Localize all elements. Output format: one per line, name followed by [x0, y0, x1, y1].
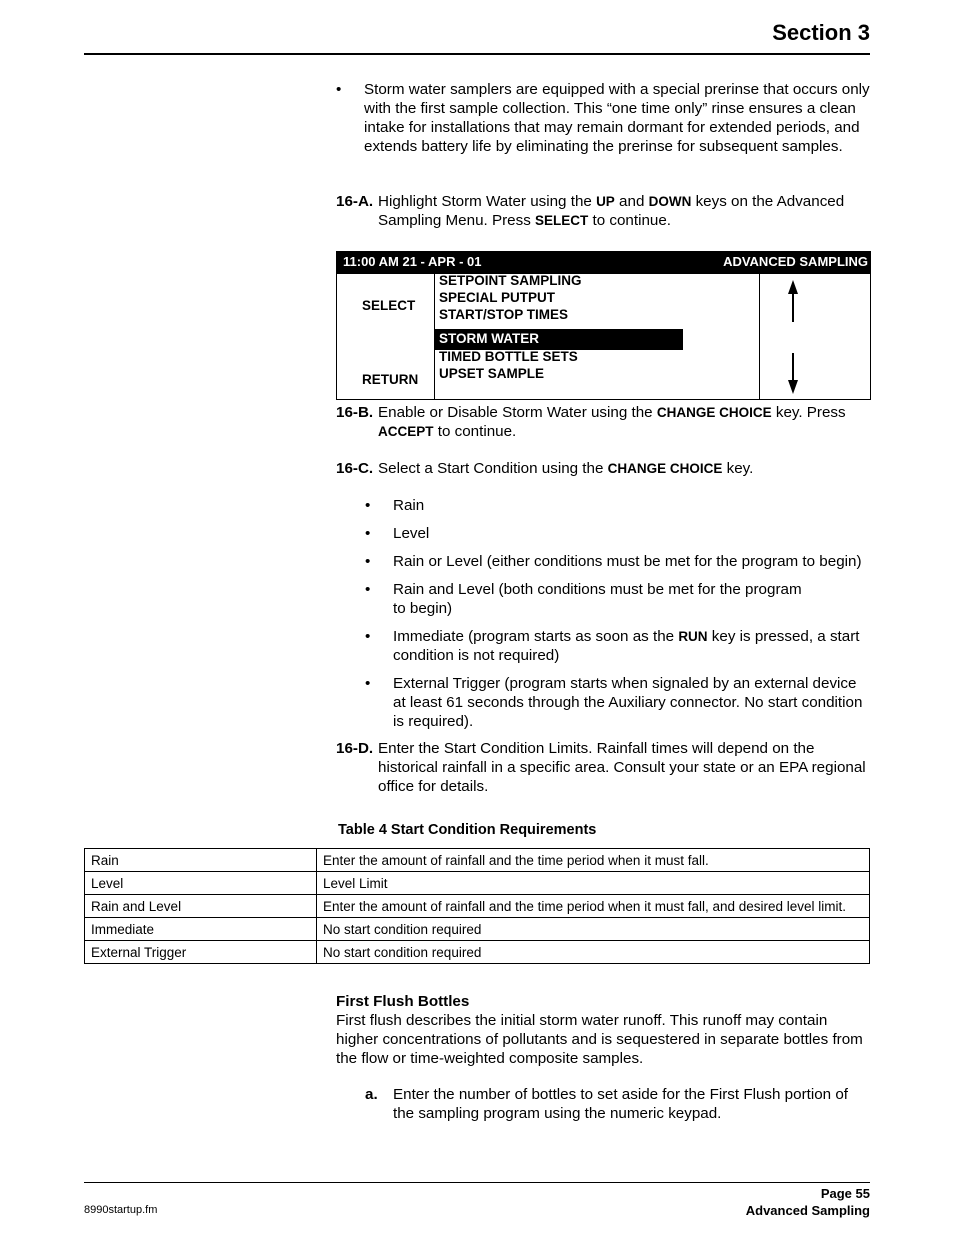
step-text: Highlight Storm Water using the UP and DOWN keys on the Advanced Sampling Menu. Press SELECT to continue.: [378, 193, 845, 229]
key-up: UP: [596, 194, 615, 209]
table-cell: No start condition required: [317, 941, 870, 964]
key-down: DOWN: [648, 194, 692, 209]
condition-text: Immediate (program starts as soon as the RUN key is pressed, a start condition is not required): [393, 628, 860, 664]
screen-divider-right: [759, 274, 760, 400]
menu-item-storm-water[interactable]: [434, 329, 683, 350]
page-number: Page 55: [820, 1186, 870, 1201]
table-cell: Level: [85, 872, 317, 895]
table-cell: No start condition required: [317, 918, 870, 941]
step-number: 16-C.: [336, 460, 374, 477]
step-number: 16-A.: [336, 193, 374, 210]
first-flush-text: First flush describes the initial storm water runoff. This runoff may contain higher concentrations of pollutants and is sequestered in separate bottles from the flow or time-weighted composite samples.: [336, 1012, 863, 1067]
step-text: Enter the Start Condition Limits. Rainfall times will depend on the historical rainfall in a specific area. Consult your state or an EPA regional office for details.: [378, 740, 866, 795]
chapter-name: Advanced Sampling: [745, 1203, 870, 1218]
key-change-choice: CHANGE CHOICE: [656, 405, 772, 420]
intro-bullet-text: Storm water samplers are equipped with a special prerinse that occurs only with the first sample collection. This “one time only” rinse ensures a clean intake for installations that may remain dormant for extended periods, and extends battery life by eliminating the prerinse for subsequent samples.: [364, 81, 870, 155]
menu-item-setpoint-sampling[interactable]: SETPOINT SAMPLING: [439, 273, 582, 288]
condition-text: Rain and Level (both conditions must be met for the program to begin): [393, 581, 802, 617]
key-run: RUN: [678, 629, 708, 644]
footer-rule: [84, 1182, 870, 1183]
table-caption: Table 4 Start Condition Requirements: [338, 822, 597, 838]
table-row: [85, 918, 870, 941]
table-cell: Level Limit: [317, 872, 870, 895]
condition-text: Rain: [393, 497, 425, 514]
screen-header: [337, 252, 870, 274]
bullet-dot: •: [365, 675, 371, 692]
table-cell: Rain and Level: [85, 895, 317, 918]
key-accept: ACCEPT: [378, 424, 434, 439]
table-cell: Enter the amount of rainfall and the time period when it must fall, and desired level limit.: [317, 895, 870, 918]
menu-item-upset-sample[interactable]: UPSET SAMPLE: [439, 366, 545, 381]
condition-text: Level: [393, 525, 430, 542]
condition-text: External Trigger (program starts when signaled by an external device at least 61 seconds through the Auxiliary connector. No start condition is required).: [393, 675, 863, 730]
condition-text: Rain or Level (either conditions must be met for the program to begin): [393, 553, 862, 570]
menu-item-start-stop-times[interactable]: START/STOP TIMES: [439, 307, 569, 322]
menu-item-special-output[interactable]: SPECIAL PUTPUT: [439, 290, 556, 305]
table-cell: Rain: [85, 849, 317, 872]
key-change-choice: CHANGE CHOICE: [607, 461, 723, 476]
step-text: Enter the number of bottles to set aside for the First Flush portion of the sampling program using the numeric keypad.: [393, 1086, 849, 1122]
bullet-dot: •: [365, 628, 371, 645]
select-softkey[interactable]: SELECT: [362, 298, 416, 313]
bullet-dot: •: [336, 81, 342, 98]
step-text: Enable or Disable Storm Water using the CHANGE CHOICE key. Press ACCEPT to continue.: [378, 404, 846, 440]
bullet-dot: •: [365, 553, 371, 570]
bullet-dot: •: [365, 525, 371, 542]
key-select: SELECT: [535, 213, 589, 228]
table-row: [85, 872, 870, 895]
return-softkey[interactable]: RETURN: [362, 372, 419, 387]
menu-item-label: STORM WATER: [439, 331, 539, 346]
first-flush-heading: First Flush Bottles: [336, 993, 470, 1010]
table-cell: Enter the amount of rainfall and the time period when it must fall.: [317, 849, 870, 872]
header-rule: [84, 53, 870, 55]
bullet-dot: •: [365, 581, 371, 598]
step-number: a.: [365, 1086, 378, 1103]
advanced-sampling-screen: [336, 251, 871, 400]
section-title: Section 3: [772, 20, 870, 45]
menu-item-timed-bottle-sets[interactable]: TIMED BOTTLE SETS: [439, 349, 578, 364]
table-cell: Immediate: [85, 918, 317, 941]
screen-datetime: 11:00 AM 21 - APR - 01: [343, 254, 482, 269]
step-text: Select a Start Condition using the CHANGE CHOICE key.: [378, 460, 754, 477]
table-row: [85, 895, 870, 918]
screen-title: ADVANCED SAMPLING: [723, 254, 868, 269]
start-condition-table: [84, 848, 870, 964]
table-row: [85, 941, 870, 964]
table-row: [85, 849, 870, 872]
footer-page-info: [746, 1185, 870, 1219]
footer-filename: 8990startup.fm: [84, 1204, 158, 1216]
step-number: 16-B.: [336, 404, 374, 421]
step-number: 16-D.: [336, 740, 374, 757]
table-cell: External Trigger: [85, 941, 317, 964]
bullet-dot: •: [365, 497, 371, 514]
